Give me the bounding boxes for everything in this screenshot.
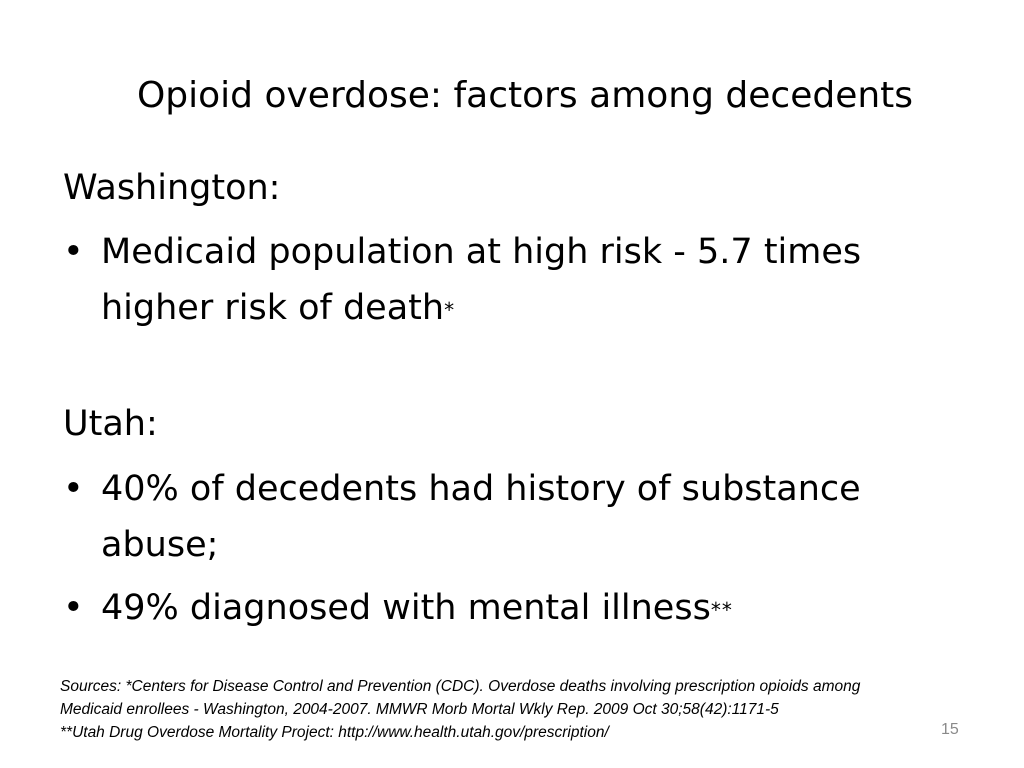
- sources-line-mmwr: Medicaid enrollees - Washington, 2004-2007. MMWR Morb Mortal Wkly Rep. 2009 Oct 30;58(42):1171-5: [60, 701, 779, 718]
- bullet-dot: •: [63, 469, 84, 509]
- bullet-label: 40% of decedents had history of substance abuse;: [101, 469, 861, 565]
- bullet-item-substance-abuse: [63, 461, 923, 573]
- footnote-marker: *: [444, 298, 456, 322]
- bullet-text: [101, 224, 923, 340]
- bullet-label: Medicaid population at high risk - 5.7 times higher risk of death: [101, 232, 862, 328]
- bullet-dot: •: [63, 232, 84, 272]
- bullet-item-medicaid-risk: [63, 224, 923, 340]
- footnote-marker: **: [710, 598, 733, 622]
- slide-title: Opioid overdose: factors among decedents: [136, 75, 914, 116]
- page-number: 15: [941, 721, 959, 738]
- sources-line-utah: **Utah Drug Overdose Mortality Project: http://www.health.utah.gov/prescription/: [60, 724, 609, 741]
- bullet-item-mental-illness: [63, 580, 923, 640]
- bullet-text: [101, 580, 923, 640]
- sources-footnote: [60, 675, 1000, 744]
- bullet-text: [101, 461, 923, 573]
- section-heading-washington: Washington:: [63, 168, 281, 208]
- bullet-dot: •: [63, 588, 84, 628]
- sources-line-cdc: Sources: *Centers for Disease Control and Prevention (CDC). Overdose deaths involving prescription opioids among: [60, 678, 861, 695]
- section-heading-utah: Utah:: [63, 404, 158, 444]
- bullet-label: 49% diagnosed with mental illness: [101, 588, 711, 628]
